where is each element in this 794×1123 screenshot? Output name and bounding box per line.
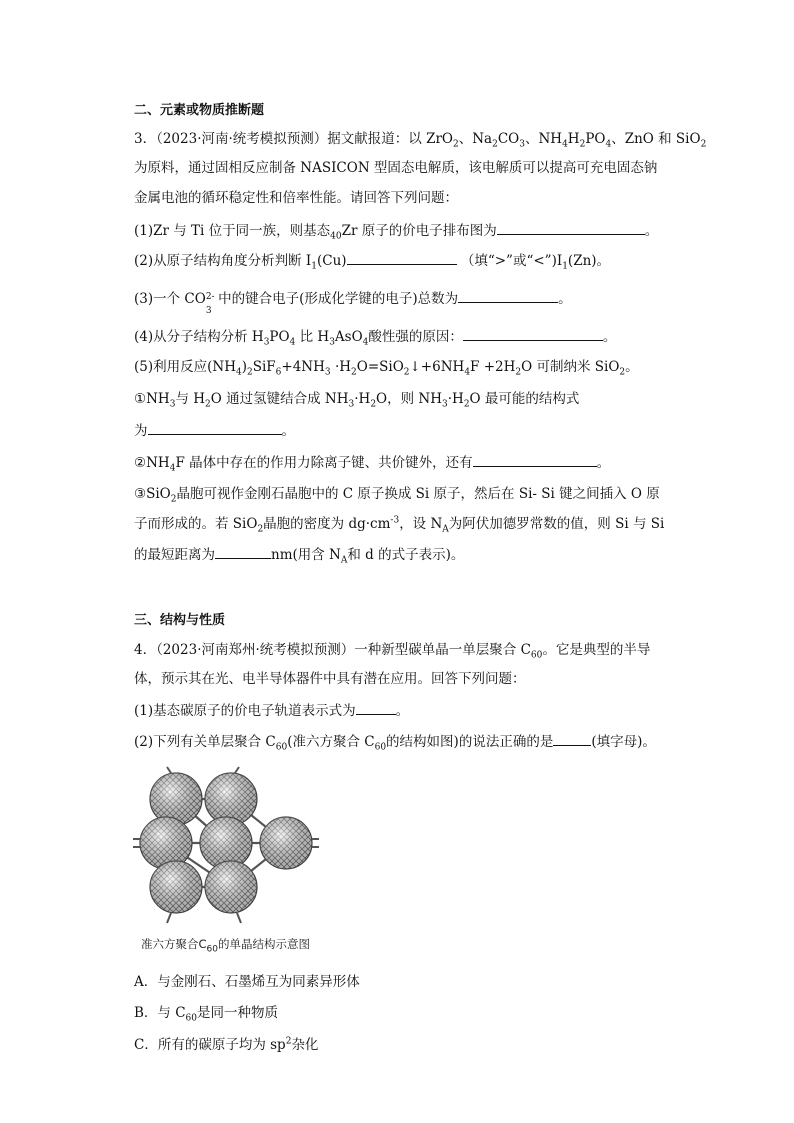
answer-blank[interactable]	[356, 702, 396, 715]
q3-part2: (2)从原子结构角度分析判断 $I_1(Cu)$ （填“>”或“$<”)I_1(Zn)$。	[134, 253, 611, 272]
q3-part4: (4)从分子结构分析 $H_3PO_4$ 比 $H_3AsO_4$酸性强的原因： 。	[134, 329, 617, 348]
c60-cage	[150, 773, 202, 825]
q3-part5-item3-line2: 子而形成的。若 SiO$_2$晶胞的密度为 $dg\cdot cm^{-3}$，设 $N_A$为阿伏加德罗常数的值，则 Si 与 Si	[134, 515, 665, 535]
c60-lattice-figure	[131, 765, 320, 925]
q3-intro-line2: 为原料，通过固相反应制备 NASICON 型固态电解质，该电解质可以提高可充电固态钠	[134, 160, 658, 176]
q3-part3: (3)一个 CO 2- 3 中的键合电子(形成化学键的电子)总数为 。	[134, 291, 572, 316]
q3-part5: (5)利用反应$(NH_4)_2SiF_6+4NH_3$ $\cdot H_2O=SiO_2↓+6NH_4F +2H_2O$ 可制纳米 SiO$_2$。	[134, 359, 639, 378]
q3-intro-line3: 金属电池的循环稳定性和倍率性能。请回答下列问题：	[134, 190, 458, 206]
c60-cage	[205, 861, 257, 913]
c60-cage	[140, 817, 192, 869]
answer-blank[interactable]	[497, 222, 645, 235]
q3-part5-item3-line3: 的最短距离为 nm(用含 $N_A$和 d 的式子表示)。	[134, 547, 465, 566]
c60-cage	[260, 817, 312, 869]
answer-blank[interactable]	[458, 290, 558, 303]
q3-part5-item1: $①NH_3$与 $H_2O$ 通过氢键结合成 $NH_3\cdot H_2O$，则 $NH_3\cdot H_2O$ 最可能的结构式	[134, 391, 580, 410]
q3-intro-line1: 3．（2023·河南·统考模拟预测）据文献报道：以 ZrO$_2$、$Na_2CO_3$、$NH_4H_2PO_4$、ZnO 和 SiO$_2$	[134, 131, 707, 150]
c60-cage	[150, 861, 202, 913]
q4-intro-line1: 4．（2023·河南郑州·统考模拟预测）一种新型碳单晶一单层聚合 $C_{60}$。它是典型的半导	[134, 642, 651, 661]
q3-part5-item1-cont: 为 。	[134, 423, 295, 439]
answer-blank[interactable]	[473, 454, 597, 467]
q4-part2: (2)下列有关单层聚合 $C_{60}$(准六方聚合 $C_{60}$的结构如图)的说法正确的是 (填字母)。	[134, 734, 656, 753]
option-a[interactable]: A．与金刚石、石墨烯互为同素异形体	[134, 974, 360, 990]
figure-caption: 准六方聚合$C_{60}$的单晶结构示意图	[141, 937, 310, 955]
q3-part5-item2: $②NH_4F$ 晶体中存在的作用力除离子键、共价键外，还有 。	[134, 455, 611, 474]
q4-intro-line2: 体，预示其在光、电半导体器件中具有潜在应用。回答下列问题：	[134, 671, 526, 687]
answer-blank[interactable]	[148, 422, 282, 435]
section-heading-2: 二、元素或物质推断题	[134, 103, 265, 118]
option-c[interactable]: C．所有的碳原子均为 $sp^2$杂化	[134, 1036, 319, 1053]
section-heading-3: 三、结构与性质	[134, 613, 226, 628]
answer-blank[interactable]	[347, 252, 457, 265]
answer-blank[interactable]	[215, 546, 271, 559]
answer-blank[interactable]	[553, 733, 591, 746]
q3-part1: (1)Zr 与 Ti 位于同一族，则基态$_{40}$Zr 原子的价电子排布图为 。	[134, 223, 659, 242]
option-b[interactable]: B．与 $C_{60}$是同一种物质	[134, 1005, 278, 1024]
q4-part1: (1)基态碳原子的价电子轨道表示式为 。	[134, 703, 410, 719]
answer-blank[interactable]	[463, 328, 603, 341]
q3-part5-item3: ③SiO$_2$晶胞可视作金刚石晶胞中的 C 原子换成 Si 原子，然后在 Si- Si 键之间插入 O 原	[134, 486, 660, 505]
